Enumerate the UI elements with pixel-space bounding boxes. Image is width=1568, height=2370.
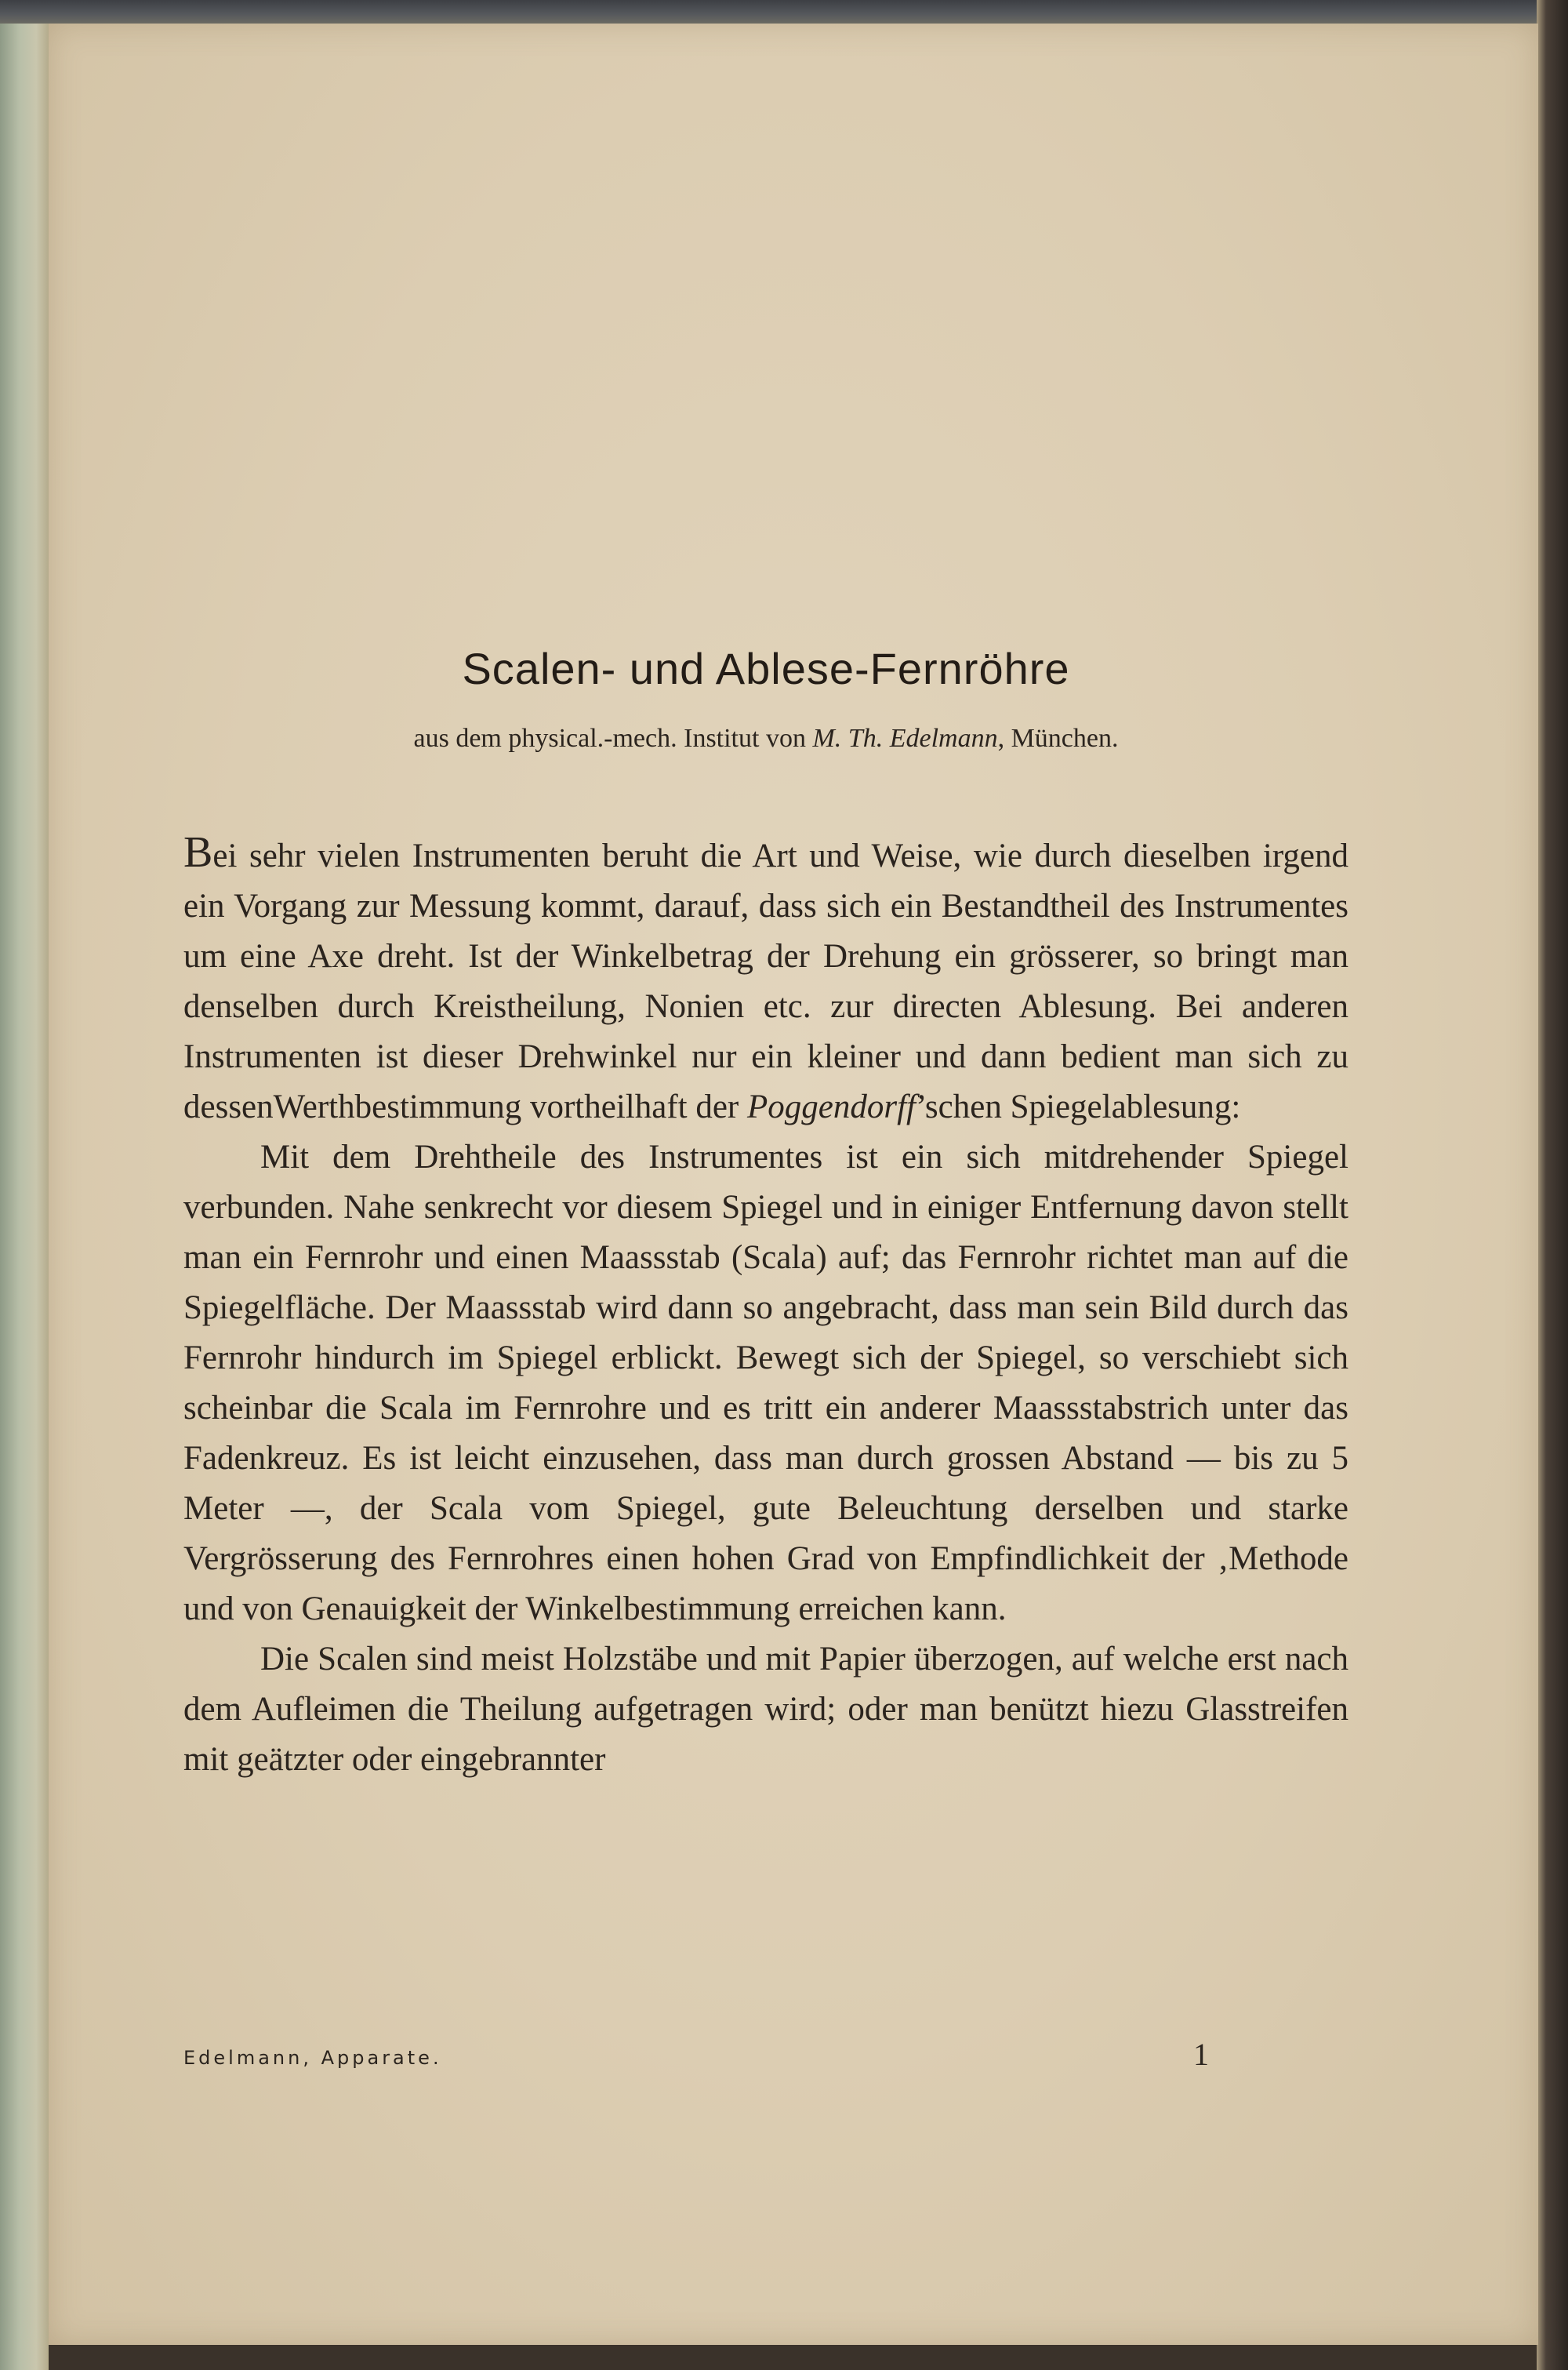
paragraph-3: Die Scalen sind meist Holzstäbe und mit Papier überzogen, auf welche erst nach dem Aufleimen die Theilung aufgetragen wird; oder man benützt hiezu Glasstreifen mit geätzter oder eingebrannter — [183, 1641, 1348, 1778]
subtitle-surname: Edelmann — [889, 724, 998, 753]
paragraph-2: Mit dem Drehtheile des Instrumentes ist ein sich mitdrehender Spiegel verbunden. Nahe senkrecht vor diesem Spiegel und in einiger Entfernung davon stellt man ein Fernrohr und einen Maassstab (Scala) auf; das Fernrohr richtet man auf die Spiegelfläche. Der Maassstab wird dann so angebracht, dass man sein Bild durch das Fernrohr hindurch im Spiegel erblickt. Bewegt sich der Spiegel, so verschiebt sich scheinbar die Scala im Fernrohre und es tritt ein anderer Maassstabstrich unter das Fadenkreuz. Es ist leicht einzusehen, dass man durch grossen Abstand — bis zu 5 Meter —, der Scala vom Spiegel, gute Beleuchtung derselben und starke Vergrösserung des Fernrohres einen hohen Grad von Empfindlichkeit der ‚Methode und von Genauigkeit der Winkelbestimmung erreichen kann. — [183, 1139, 1348, 1627]
subtitle-space — [883, 724, 890, 753]
paragraph-1-text-b: ’schen Spiegelablesung: — [915, 1089, 1241, 1125]
subtitle-suffix: , München. — [997, 724, 1119, 753]
book-right-edge — [1537, 0, 1568, 2370]
paragraph-1-italic-name: Poggendorff — [747, 1089, 916, 1125]
subtitle-initials: M. Th. — [812, 724, 884, 753]
page-subtitle — [183, 724, 1348, 754]
footer-signature: Edelmann, Apparate. — [183, 2047, 442, 2069]
paragraph-1-text-a: ei sehr vielen Instrumenten beruht die Art und Weise, wie durch dieselben irgend ein Vorgang zur Messung kommt, darauf, dass sich ein Bestandtheil des Instrumentes um eine Axe dreht. Ist der Winkelbetrag der Drehung ein grösserer, so bringt man denselben durch Kreistheilung, Nonien etc. zur directen Ablesung. Bei anderen Instrumenten ist dieser Drehwinkel nur ein kleiner und dann bedient man sich zu dessenWerthbestimmung vortheilhaft der — [183, 838, 1348, 1125]
body-text — [183, 828, 1348, 1785]
book-top-edge — [0, 0, 1568, 24]
paragraph-1 — [183, 828, 1348, 1132]
page-number: 1 — [1193, 2037, 1209, 2072]
page-title: Scalen- und Ablese-Fernröhre — [462, 644, 1070, 693]
book-spine-edge — [0, 0, 49, 2370]
book-page — [49, 24, 1538, 2345]
dropcap-letter: B — [183, 828, 213, 877]
subtitle-prefix: aus dem physical.-mech. Institut von — [413, 724, 813, 753]
